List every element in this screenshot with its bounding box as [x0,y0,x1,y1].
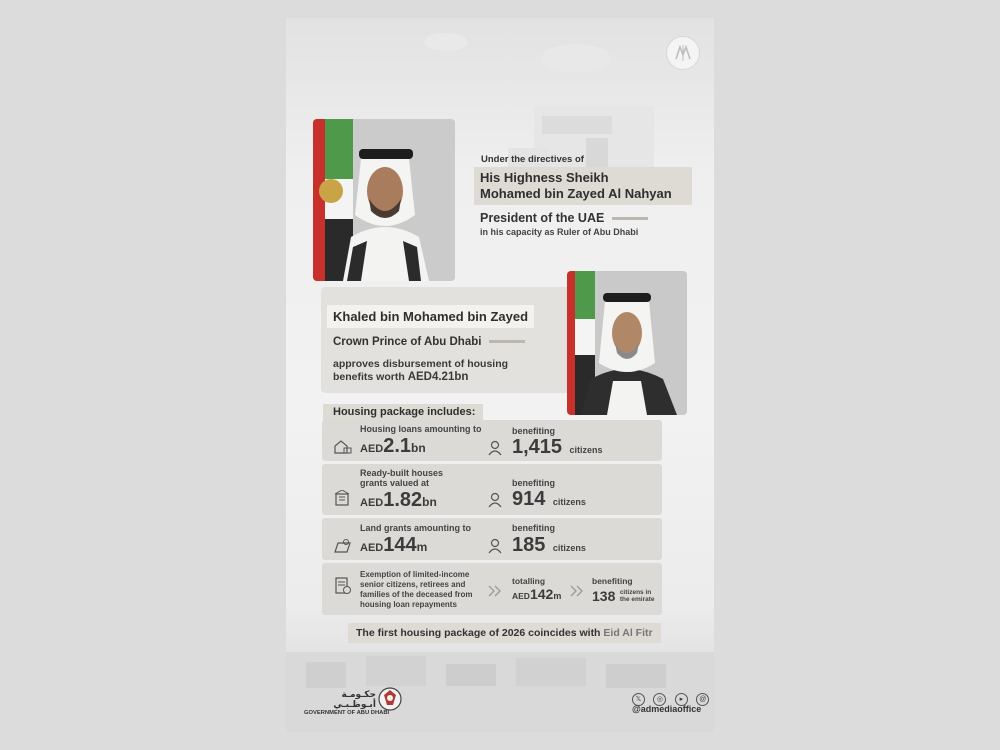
label-line4: housing loan repayments [360,600,457,609]
building-grant-icon [334,490,352,506]
land-grants-citizens [512,534,586,557]
gov-english: GOVERNMENT OF ABU DHABI [304,710,390,716]
benefiting-label: benefiting [512,426,555,436]
infographic-card [286,18,714,732]
leader-name-line1: His Highness Sheikh [480,170,609,185]
social-handle[interactable]: @admediaoffice [632,704,702,714]
amount-value: 1.82 [383,489,423,511]
title-accent-bar [489,340,525,343]
citizens-label [620,589,655,603]
approval-line2: benefits worth [333,371,405,383]
leader-name-block [474,167,692,205]
benefiting-label: benefiting [512,478,555,488]
leader-title: President of the UAE [480,211,605,225]
exemption-citizens [592,587,655,605]
land-plot-icon [334,538,352,554]
ready-built-value [360,489,437,512]
totalling-label: totalling [512,576,546,586]
package-row-land-grants [322,518,662,560]
citizens-label: citizens [569,445,603,455]
crown-prince-portrait [567,271,687,415]
gov-wordmark [304,690,390,716]
background-city-illustration [286,642,714,732]
document-exemption-icon [334,577,352,595]
leader-portrait [313,119,455,281]
amount-unit: m [416,540,428,554]
amount-value: 144 [383,534,417,556]
label-line1: Exemption of limited-income [360,570,470,579]
package-row-housing-loans [322,420,662,461]
citizens-label: citizens [552,543,586,553]
double-chevron-right-icon [488,585,502,597]
citizens-count: 138 [592,587,616,604]
housing-loans-label: Housing loans amounting to [360,424,482,434]
gov-arabic: حكـومـة أبـوظـبـي [333,690,376,710]
currency-label: AED [360,542,384,554]
housing-loans-citizens [512,436,603,459]
label-line2: senior citizens, retirees and [360,580,466,589]
label-line1: Ready-built houses [360,468,444,478]
leader-name-line2: Mohamed bin Zayed Al Nahyan [480,186,672,201]
threads-icon[interactable]: @ [696,693,709,706]
approval-text [333,358,508,384]
footer-note-text: The first housing package of 2026 coincides with [356,627,601,639]
house-loan-icon [334,440,352,454]
citizen-icon [487,440,503,456]
land-grants-value [360,534,427,557]
currency-label: AED [512,591,530,601]
label-line3: families of the deceased from [360,590,473,599]
package-row-ready-built-houses [322,464,662,515]
amount-value: 142 [529,586,554,602]
instagram-icon[interactable]: ◎ [653,693,666,706]
citizens-count: 185 [512,534,546,556]
citizens-count: 914 [512,488,546,510]
package-heading: Housing package includes: [323,404,483,421]
label-line2: grants valued at [360,478,430,488]
currency-label: AED [360,443,384,455]
double-chevron-right-icon [570,585,584,597]
approval-amount: AED4.21bn [407,371,469,383]
amount-unit: bn [411,441,426,455]
crown-prince-title: Crown Prince of Abu Dhabi [333,336,482,348]
package-row-exemption [322,563,662,615]
citizens-count: 1,415 [512,436,563,458]
citizen-icon [487,538,503,554]
benefiting-label: benefiting [512,523,555,533]
ready-built-citizens [512,488,586,511]
exemption-label [360,570,472,610]
title-accent-bar [612,217,648,220]
benefiting-label: benefiting [592,576,633,586]
youtube-icon[interactable]: ▸ [675,693,688,706]
approval-line1: approves disbursement of housing [333,358,509,370]
footer-note [348,623,661,643]
ready-built-label [360,468,443,488]
media-office-logo-icon [666,36,700,70]
abu-dhabi-emblem-icon [378,685,402,713]
directives-intro: Under the directives of [481,154,584,165]
land-grants-label: Land grants amounting to [360,523,471,533]
leader-capacity: in his capacity as Ruler of Abu Dhabi [480,227,639,237]
citizens-label: citizens [552,497,586,507]
amount-unit: bn [422,495,437,509]
housing-loans-value [360,435,426,458]
exemption-value [512,586,561,604]
amount-unit: m [553,591,562,601]
leader-title-row [480,211,648,225]
x-icon[interactable]: 𝕏 [632,693,645,706]
citizens-label-line1: citizens in [619,588,652,596]
footer-note-highlight: Eid Al Fitr [603,627,653,639]
citizens-label-line2: the emirate [619,595,655,603]
crown-prince-name: Khaled bin Mohamed bin Zayed [327,305,534,328]
citizen-icon [487,492,503,508]
crown-prince-title-row [333,336,525,348]
amount-value: 2.1 [383,435,412,457]
currency-label: AED [360,497,384,509]
